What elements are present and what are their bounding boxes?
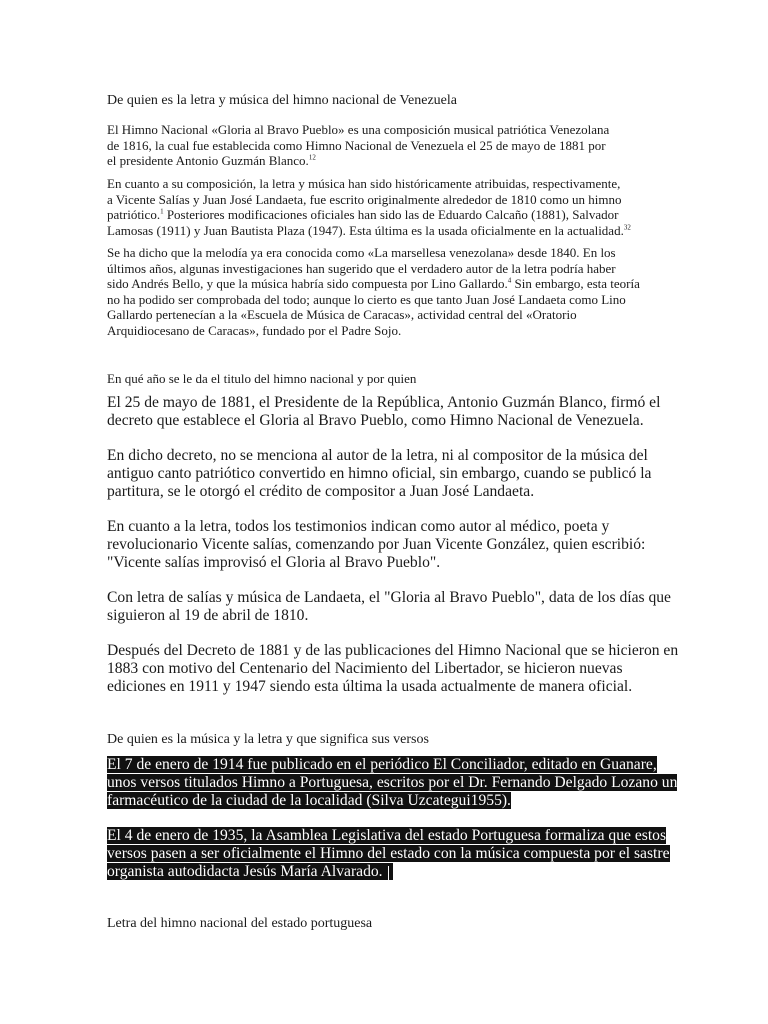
text-line: a Vicente Salías y Juan José Landaeta, fue escrito originalmente alrededor de 1810 como un himno [107,191,622,207]
text-line: "Vicente salías improvisó el Gloria al Bravo Pueblo". [107,554,441,572]
paragraph-date [107,589,671,625]
paragraph-decree [107,394,661,430]
text-segment: patriótico. [107,207,161,222]
footnote-ref: 12 [308,153,316,162]
text-line: antiguo canto patriótico convertido en himno oficial, sin embargo, cuando se publicó la [107,465,652,483]
text-line [107,827,667,845]
selected-text[interactable]: organista autodidacta Jesús María Alvarado. [107,863,383,881]
text-line: En cuanto a su composición, la letra y música han sido históricamente atribuidas, respectivamente, [107,176,621,191]
text-line [107,845,670,863]
text-segment: Posteriores modificaciones oficiales han sido las de Eduardo Calcaño (1881), Salvador [163,207,619,222]
text-segment: sido Andrés Bello, y que la música habría sido compuesta por Lino Gallardo. [107,276,508,291]
text-segment: Lamosas (1911) y Juan Bautista Plaza (1947). Esta última es la usada oficialmente en la actualidad. [107,222,624,238]
footnote-ref: 1 [160,207,164,216]
paragraph-lyrics-author [107,518,647,573]
text-line: En dicho decreto, no se menciona al autor de la letra, ni al compositor de la música del [107,447,648,464]
selected-text[interactable]: unos versos titulados Himno a Portuguesa, escritos por el Dr. Fernando Delgado Lozano un [107,774,678,792]
paragraph-editions [107,642,679,697]
text-line: últimos años, algunas investigaciones han sugerido que el verdadero autor de la letra podría haber [107,260,616,276]
text-line [107,756,657,774]
footnote-ref: 4 [507,276,512,285]
text-segment: Sin embargo, esta teoría [511,276,640,291]
footnote-ref: 32 [623,223,631,232]
text-line [107,276,640,292]
text-line: ediciones en 1911 y 1947 siendo esta última la usada actualmente de manera oficial. [107,678,633,696]
paragraph-melody-history [107,245,640,338]
selected-text[interactable]: El 7 de enero de 1914 fue publicado en el periódico El Conciliador, editado en Guanare, [107,756,657,773]
section-heading-1: De quien es la letra y música del himno nacional de Venezuela [107,93,457,108]
text-line [107,774,678,792]
text-line: partitura, se le otorgó el crédito de compositor a Juan José Landaeta. [107,483,535,501]
selected-text[interactable]: versos pasen a ser oficialmente el Himno del estado con la música compuesta por el sastre [107,845,670,863]
text-line: Se ha dicho que la melodía ya era conocida como «La marsellesa venezolana» desde 1840. En los [107,245,616,260]
text-segment: el presidente Antonio Guzmán Blanco. [107,153,309,168]
text-line: Arquidiocesano de Caracas», fundado por el Padre Sojo. [107,322,402,338]
selected-text[interactable]: farmacéutico de la ciudad de la localidad (Silva Uzcategui1955). [107,792,511,810]
text-line: siguieron al 19 de abril de 1810. [107,607,309,625]
text-line: En cuanto a la letra, todos los testimonios indican como autor al médico, poeta y [107,518,610,535]
text-line: no ha podido ser comprobada del todo; aunque lo cierto es que tanto Juan José Landaeta como Lino [107,291,626,307]
text-line [107,863,647,881]
section-heading-4: Letra del himno nacional del estado portuguesa [107,916,373,931]
text-cursor [383,863,394,880]
text-line: revolucionario Vicente salías, comenzando por Juan Vicente González, quien escribió: [107,536,646,554]
paragraph-highlighted-1914[interactable] [107,756,678,811]
text-line [107,153,627,169]
text-line: decreto que establece el Gloria al Bravo Pueblo, como Himno Nacional de Venezuela. [107,412,644,430]
section-heading-2: En qué año se le da el titulo del himno nacional y por quien [107,371,417,386]
text-line [107,792,647,810]
paragraph-composition-authors [107,176,631,238]
text-line: Gallardo pertenecían a la «Escuela de Música de Caracas», actividad central del «Oratorio [107,307,577,322]
paragraph-composition-intro [107,122,627,169]
text-line: El Himno Nacional «Gloria al Bravo Pueblo» es una composición musical patriótica Venezolana [107,122,610,137]
selected-text[interactable]: El 4 de enero de 1935, la Asamblea Legislativa del estado Portuguesa formaliza que estos [107,827,667,844]
paragraph-highlighted-1935[interactable] [107,827,670,882]
text-line [107,222,631,239]
text-line: de 1816, la cual fue establecida como Himno Nacional de Venezuela el 25 de mayo de 1881 por [107,137,606,153]
text-line [107,207,627,223]
text-line: El 25 de mayo de 1881, el Presidente de la República, Antonio Guzmán Blanco, firmó el [107,394,661,411]
section-heading-3: De quien es la música y la letra y que significa sus versos [107,732,429,747]
text-line: 1883 con motivo del Centenario del Nacimiento del Libertador, se hicieron nuevas [107,660,623,678]
text-line: Después del Decreto de 1881 y de las publicaciones del Himno Nacional que se hicieron en [107,642,679,659]
paragraph-decree-credits [107,447,652,502]
text-line: Con letra de salías y música de Landaeta, el "Gloria al Bravo Pueblo", data de los días que [107,589,671,606]
